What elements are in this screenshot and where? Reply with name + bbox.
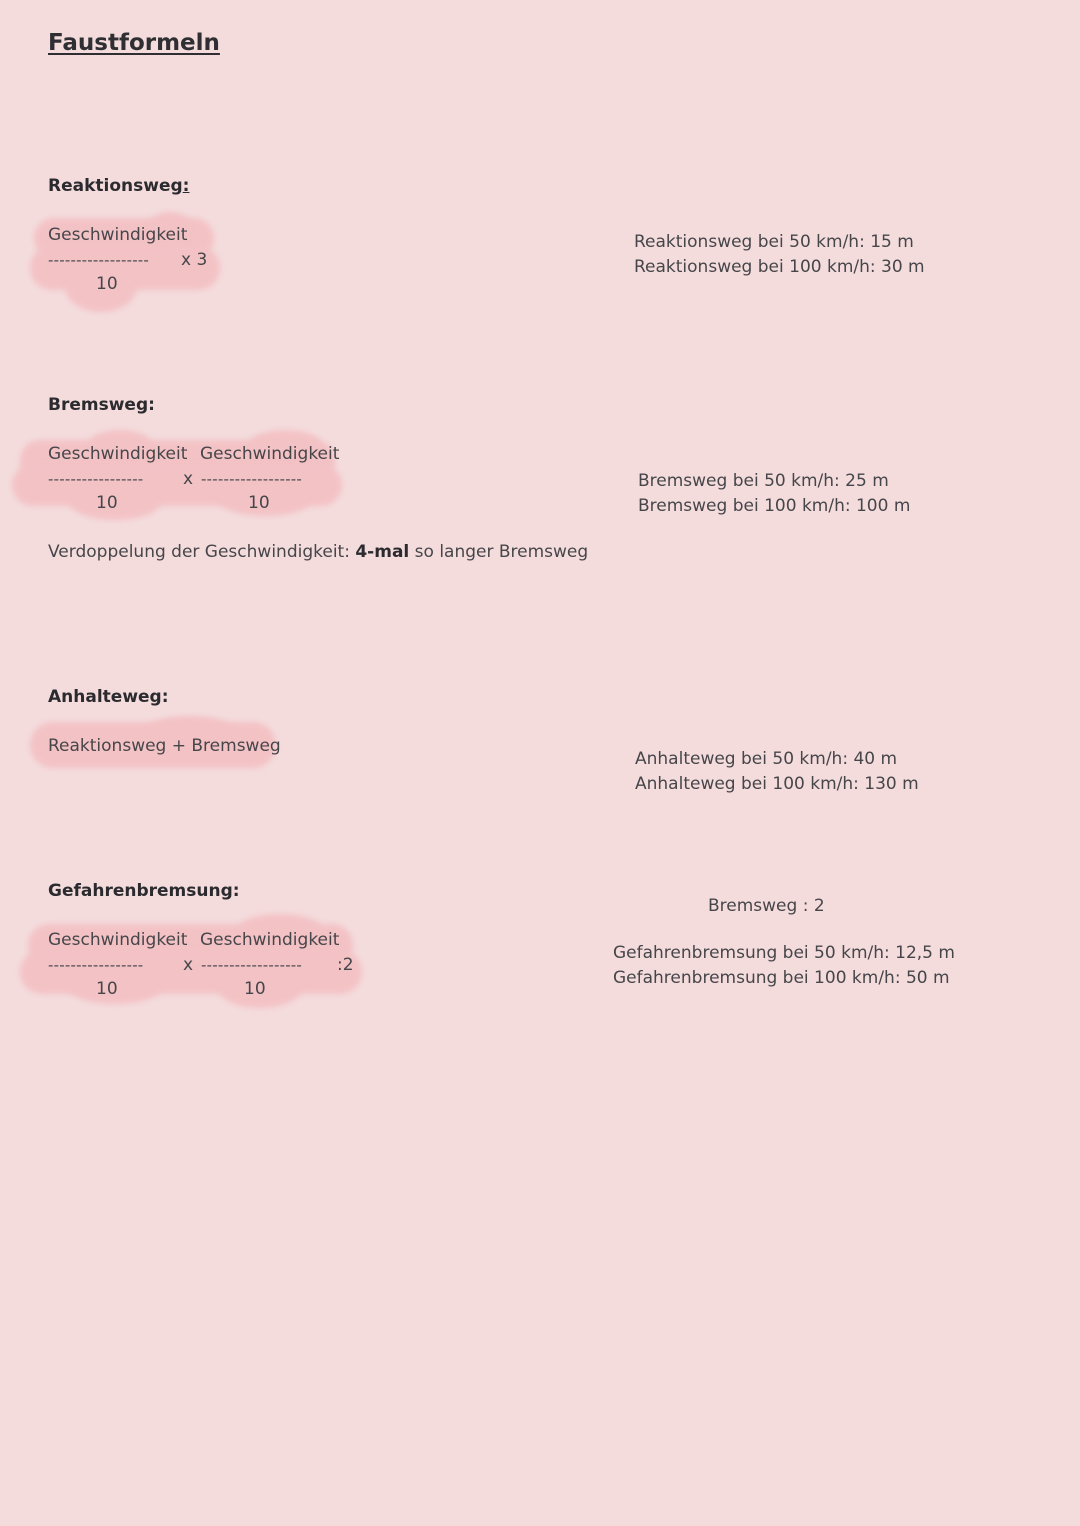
bremsweg-denominator-2: 10 [248, 493, 270, 513]
gefahrenbremsung-numerator-2: Geschwindigkeit [200, 930, 340, 950]
page-title: Faustformeln [48, 30, 220, 56]
reaktionsweg-heading-colon: : [182, 176, 190, 196]
bremsweg-heading: Bremsweg: [48, 395, 155, 415]
gefahrenbremsung-denominator-2: 10 [244, 979, 266, 999]
bremsweg-denominator-1: 10 [96, 493, 118, 513]
bremsweg-fraction-line-2: ------------------ [201, 470, 303, 488]
gefahrenbremsung-heading: Gefahrenbremsung: [48, 881, 240, 901]
reaktionsweg-example-50: Reaktionsweg bei 50 km/h: 15 m [634, 232, 914, 252]
bremsweg-numerator-1: Geschwindigkeit [48, 444, 188, 464]
anhalteweg-example-100: Anhalteweg bei 100 km/h: 130 m [635, 774, 919, 794]
gefahrenbremsung-example-50: Gefahrenbremsung bei 50 km/h: 12,5 m [613, 943, 955, 963]
gefahrenbremsung-divisor: :2 [337, 955, 354, 975]
anhalteweg-heading: Anhalteweg: [48, 687, 169, 707]
reaktionsweg-heading [48, 176, 189, 196]
reaktionsweg-example-100: Reaktionsweg bei 100 km/h: 30 m [634, 257, 925, 277]
reaktionsweg-heading-text: Reaktionsweg [48, 176, 183, 196]
gefahrenbremsung-times: x [183, 955, 194, 975]
reaktionsweg-examples [634, 230, 925, 280]
bremsweg-times: x [183, 469, 194, 489]
gefahrenbremsung-fraction-line-2: ------------------ [201, 956, 303, 974]
reaktionsweg-denominator: 10 [96, 274, 118, 294]
bremsweg-note-bold: 4-mal [355, 542, 410, 562]
reaktionsweg-fraction-line: ------------------ [48, 251, 150, 269]
gefahrenbremsung-examples [613, 941, 955, 991]
bremsweg-fraction-line-1: ----------------- [48, 470, 144, 488]
bremsweg-examples [638, 469, 910, 519]
gefahrenbremsung-denominator-1: 10 [96, 979, 118, 999]
anhalteweg-examples [635, 747, 919, 797]
bremsweg-example-50: Bremsweg bei 50 km/h: 25 m [638, 471, 889, 491]
gefahrenbremsung-example-100: Gefahrenbremsung bei 100 km/h: 50 m [613, 968, 950, 988]
bremsweg-note-suffix: so langer Bremsweg [409, 542, 589, 562]
bremsweg-example-100: Bremsweg bei 100 km/h: 100 m [638, 496, 911, 516]
bremsweg-numerator-2: Geschwindigkeit [200, 444, 340, 464]
reaktionsweg-multiplier: x 3 [181, 250, 208, 270]
gefahrenbremsung-rule: Bremsweg : 2 [708, 896, 825, 916]
gefahrenbremsung-numerator-1: Geschwindigkeit [48, 930, 188, 950]
bremsweg-note-prefix: Verdoppelung der Geschwindigkeit: [48, 542, 356, 562]
bremsweg-note [48, 542, 588, 562]
reaktionsweg-numerator: Geschwindigkeit [48, 225, 188, 245]
gefahrenbremsung-fraction-line-1: ----------------- [48, 956, 144, 974]
anhalteweg-example-50: Anhalteweg bei 50 km/h: 40 m [635, 749, 898, 769]
anhalteweg-formula: Reaktionsweg + Bremsweg [48, 736, 281, 756]
